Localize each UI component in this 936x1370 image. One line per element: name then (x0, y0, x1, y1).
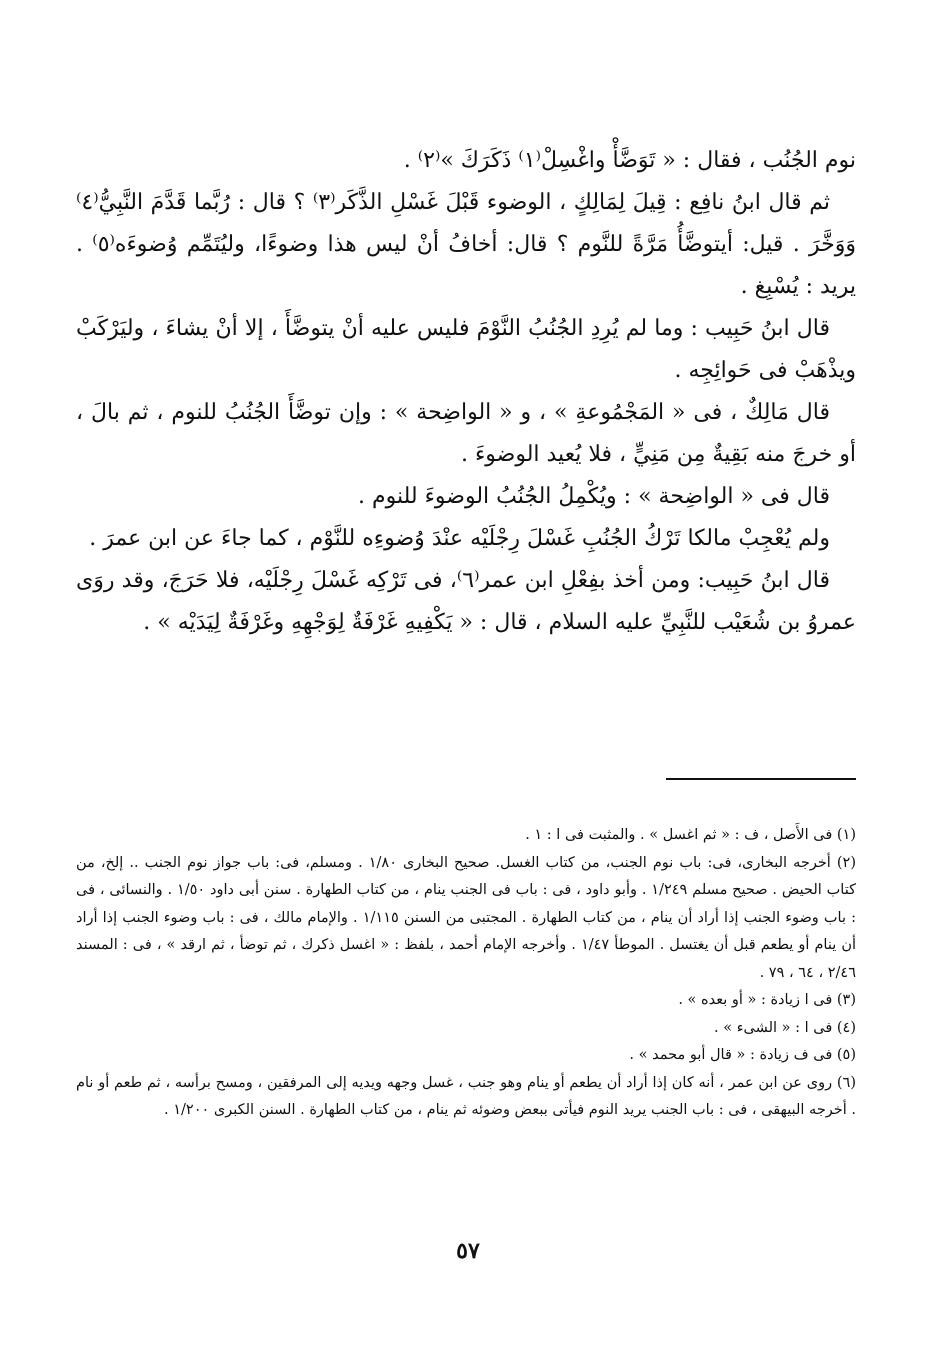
footnote: (٤) فى ا : « الشىء » . (714, 1019, 856, 1036)
footnotes (76, 822, 856, 1125)
body-paragraph: نوم الجُنُب ، فقال : « تَوَضَّأْ واغْسِلْ⁽١⁾ ذَكَرَكَ »⁽٢⁾ . (403, 148, 856, 173)
page-number: ٥٧ (456, 1238, 480, 1264)
footnote: (٥) فى ف زيادة : « قال أبو محمد » . (629, 1047, 856, 1063)
main-text (76, 140, 856, 644)
footnote: (٦) روى عن ابن عمر ، أنه كان إذا أراد أن يطعم أو ينام وهو جنب ، غسل وجهه ويديه إلى المرفقين ، ومسح برأسه ، ثم طعم أو نام . أخرجه البيهقى ، فى : باب الجنب يريد النوم فيأتى ببعض وضوئه ثم ينام ، من كتاب الطهارة . السنن الكبرى ١/٢٠٠ . (76, 1074, 856, 1118)
body-paragraph: قال ابنُ حَبِيب : وما لم يُرِدِ الجُنُبُ النَّوْمَ فليس عليه أنْ يتوضَّأَ ، إلا أنْ يشاءَ ، وليَرْكَبْ ويذْهَبْ فى حَوائِجِه . (76, 316, 856, 383)
footnote-separator (666, 778, 856, 780)
body-paragraph: قال ابنُ حَبِيب: ومن أخذ بفِعْلِ ابن عمر⁽٦⁾، فى تَرْكِه غَسْلَ رِجْلَيْه، فلا حَرَجَ، وقد روَى عمروُ بن شُعَيْب للنَّبِيِّ عليه السلام ، قال : « يَكْفِيهِ غَرْفَةٌ لِوَجْهِهِ وغَرْفَةٌ لِيَدَيْه » . (76, 568, 856, 635)
body-paragraph: ولم يُعْجِبْ مالكا تَرْكُ الجُنُبِ غَسْلَ رِجْلَيْه عنْدَ وُضوءِه للنَّوْم ، كما جاءَ عن ابن عمرَ . (89, 526, 830, 551)
body-paragraph: قال فى « الواضِحة » : ويُكْمِلُ الجُنُبُ الوضوءَ للنوم . (357, 484, 830, 509)
footnote: (١) فى الأَصل ، ف : « ثم اغسل » . والمثبت فى ا : ١ . (525, 827, 856, 843)
footnote: (٢) أخرجه البخارى، فى: باب نوم الجنب، من كتاب الغسل. صحيح البخارى ١/٨٠ . ومسلم، فى: باب جواز نوم الجنب .. إلخ، من كتاب الحيض . صحيح مسلم ١/٢٤٩ . وأبو داود ، فى : باب فى الجنب ينام ، من كتاب الطهارة . سنن أبى داود ١/٥٠ . والنسائى ، فى : باب وضوء الجنب إذا أراد أن ينام ، من كتاب الطهارة . المجتبى من السنن ١/١١٥ . والإمام مالك ، فى : باب وضوء الجنب إذا أراد أن ينام أو يطعم قبل أن يغتسل . الموطأ ١/٤٧ . وأخرجه الإمام أحمد ، بلفظ : « اغسل ذكرك ، ثم توضأ ، ثم ارقد » ، فى : المسند ٢/٤٦ ، ٦٤ ، ٧٩ . (76, 854, 856, 981)
footnote: (٣) فى ا زيادة : « أو بعده » . (678, 992, 856, 1008)
body-paragraph: قال مَالِكٌ ، فى « المَجْمُوعةِ » ، و « الواضِحة » : وإن توضَّأَ الجُنُبُ للنوم ، ثم بالَ ، أو خرجَ منه بَقِيةٌ مِن مَنِيٍّ ، فلا يُعيد الوضوءَ . (76, 400, 856, 467)
body-paragraph: ثم قال ابنُ نافِع : قِيلَ لِمَالِكٍ ، الوضوء قَبْلَ غَسْلِ الذَّكَر⁽٣⁾ ؟ قال : رُبَّما قَدَّمَ النَّبِيُّ⁽٤⁾ وَوَخَّرَ . قيل: أيتوضَّأُ مَرَّةً للنَّوم ؟ قال: أخافُ أنْ ليس هذا وضوءًا، وليُتَمِّم وُضوءَه⁽٥⁾ . يريد : يُسْبِغ . (76, 190, 856, 299)
